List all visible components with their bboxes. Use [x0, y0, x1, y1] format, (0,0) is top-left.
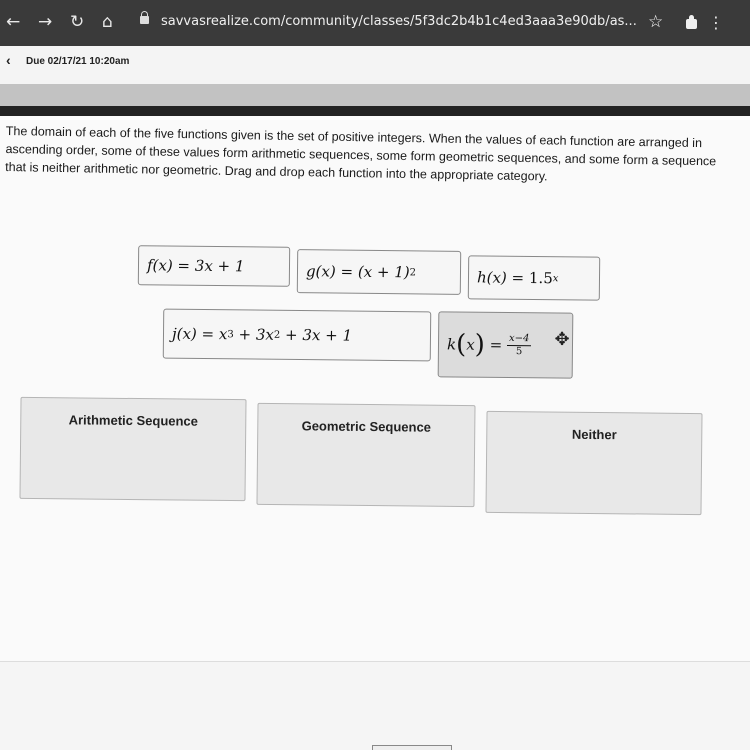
- function-f-name: f(x): [146, 256, 173, 275]
- tile-function-f[interactable]: f(x) = 3x + 1: [138, 245, 290, 287]
- page: [0, 46, 750, 750]
- forward-arrow-icon[interactable]: →: [38, 12, 53, 32]
- url-text: savvasrealize.com/community/classes/5f3dc2b4b1c4ed3aaa3e90db/as...: [161, 14, 637, 29]
- function-k-numerator: x−4: [507, 333, 532, 346]
- browser-toolbar: [0, 0, 750, 48]
- function-k-denominator: 5: [515, 345, 523, 357]
- move-cursor-icon: ✥: [554, 329, 570, 350]
- due-bar: [0, 46, 750, 84]
- tile-function-k[interactable]: k ( x ) = $\frac{x-4}{5}$: [438, 311, 574, 378]
- due-date: Due 02/17/21 10:20am: [26, 56, 130, 67]
- drop-zone-neither-label: Neither: [571, 426, 617, 443]
- function-k-arg: x: [466, 335, 475, 354]
- drop-zone-geometric-label: Geometric Sequence: [301, 418, 432, 435]
- function-h-name: h(x): [476, 268, 507, 287]
- bookmark-star-icon[interactable]: ☆: [648, 12, 664, 32]
- bottom-tab[interactable]: [372, 745, 452, 750]
- function-k-fraction: [507, 333, 532, 358]
- function-j-exp-b: 2: [273, 329, 281, 341]
- menu-kebab-icon[interactable]: ⋮: [708, 13, 724, 32]
- address-bar[interactable]: [140, 14, 640, 40]
- drop-zone-arithmetic[interactable]: [19, 397, 246, 501]
- function-g-exponent: 2: [409, 266, 417, 278]
- chevron-left-icon[interactable]: ‹: [6, 52, 11, 68]
- tile-function-h[interactable]: h(x) = 1.5 x: [468, 255, 600, 300]
- reload-icon[interactable]: ↻: [70, 12, 85, 32]
- function-h-base: 1.5: [528, 268, 553, 288]
- extensions-puzzle-icon[interactable]: [684, 14, 698, 30]
- header-band: [0, 84, 750, 116]
- tile-function-j[interactable]: j(x) = x 3 + 3x 2 + 3x + 1: [163, 309, 432, 362]
- question-panel: [0, 116, 750, 661]
- function-j-term-a: x: [218, 325, 228, 344]
- drop-zone-geometric[interactable]: [256, 403, 475, 507]
- function-j-term-b: + 3x: [238, 325, 275, 344]
- home-icon[interactable]: ⌂: [102, 12, 113, 32]
- function-k-name: k: [446, 335, 457, 354]
- back-arrow-icon[interactable]: ←: [6, 12, 21, 32]
- function-h-exponent: x: [552, 272, 559, 284]
- function-j-term-c: + 3x + 1: [284, 325, 353, 345]
- function-j-exp-a: 3: [227, 328, 234, 340]
- function-j-name: j(x): [171, 324, 197, 343]
- tile-function-g[interactable]: g(x) = (x + 1) 2: [297, 249, 461, 295]
- drop-zone-neither[interactable]: [485, 411, 702, 515]
- function-g-name: g(x): [305, 262, 336, 281]
- function-f-rhs: 3x + 1: [194, 256, 245, 276]
- function-g-base: (x + 1): [357, 262, 410, 282]
- drop-zone-arithmetic-label: Arithmetic Sequence: [68, 412, 199, 429]
- lock-icon: [140, 16, 149, 24]
- instructions-text: The domain of each of the five functions given is the set of positive integers. When the values of each function are arranged in ascending order, some of these values form arithmetic sequences, some form geometric sequences, and some form a sequence that is neither arithmetic nor geometric. Drag and drop each function into the appropriate category.: [5, 123, 717, 184]
- footer-area: [0, 661, 750, 750]
